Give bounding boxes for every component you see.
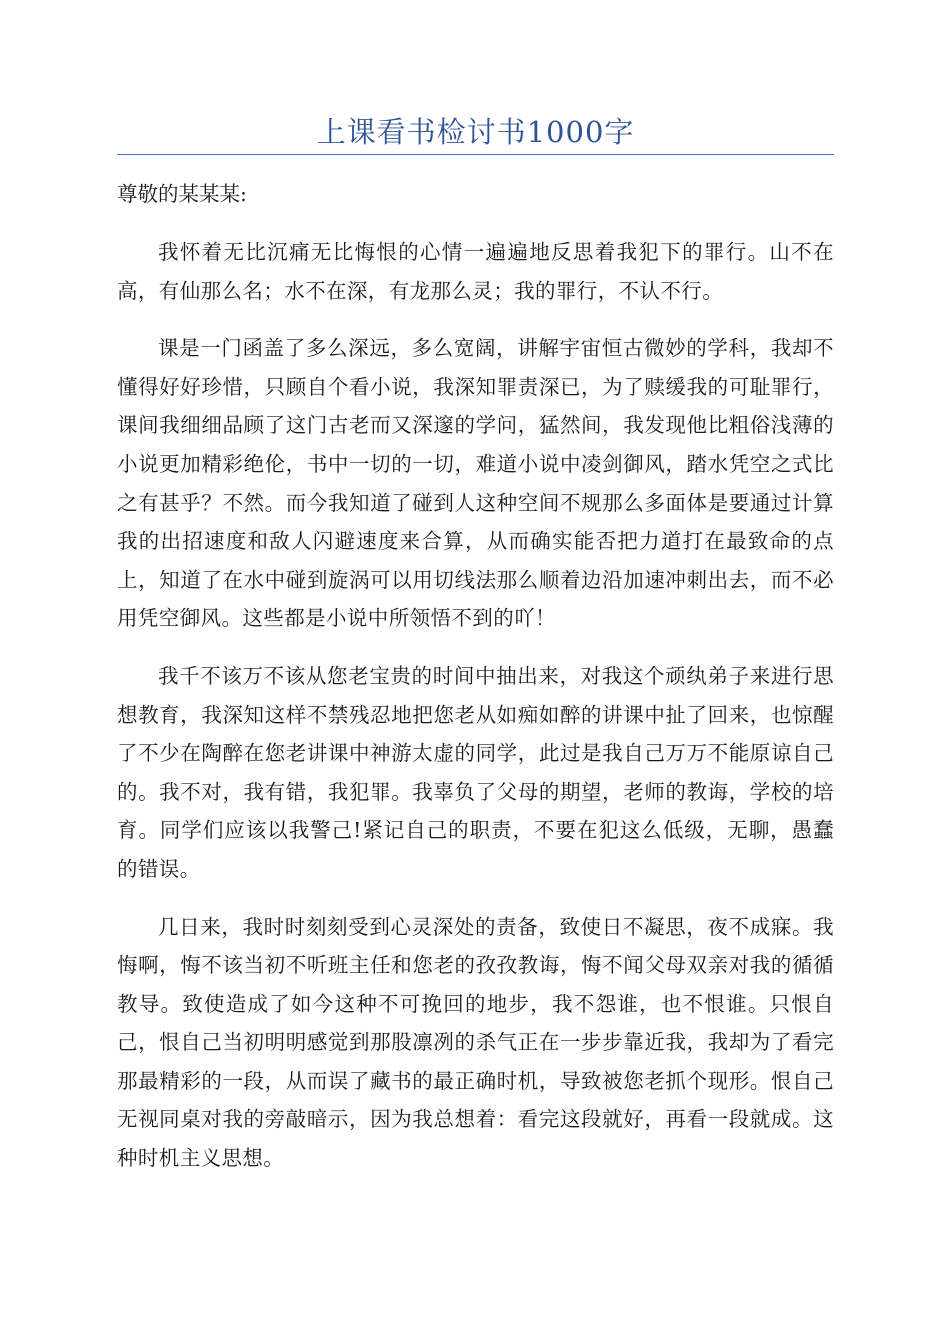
document-title: 上课看书检讨书1000字	[316, 115, 635, 149]
paragraph-1: 我怀着无比沉痛无比悔恨的心情一遍遍地反思着我犯下的罪行。山不在高，有仙那么名；水不在深，有龙那么灵；我的罪行，不认不行。	[117, 240, 834, 303]
title-underline	[117, 154, 834, 155]
document-page	[117, 0, 834, 1344]
document-body	[117, 176, 834, 1197]
salutation: 尊敬的某某某:	[117, 182, 247, 206]
paragraph-4: 几日来，我时时刻刻受到心灵深处的责备，致使日不凝思，夜不成寐。我悔啊，悔不该当初不听班主任和您老的孜孜教诲，悔不闻父母双亲对我的循循教导。致使造成了如今这种不可挽回的地步，我不怨谁，也不恨谁。只恨自己，恨自己当初明明感觉到那股凛冽的杀气正在一步步靠近我，我却为了看完那最精彩的一段，从而误了藏书的最正确时机，导致被您老抓个现形。恨自己无视同桌对我的旁敲暗示，因为我总想着：看完这段就好，再看一段就成。这种时机主义思想。	[117, 914, 834, 1171]
paragraph-3: 我千不该万不该从您老宝贵的时间中抽出来，对我这个顽纨弟子来进行思想教育，我深知这样不禁残忍地把您老从如痴如醉的讲课中扯了回来，也惊醒了不少在陶醉在您老讲课中神游太虚的同学，此过是我自己万万不能原谅自己的。我不对，我有错，我犯罪。我辜负了父母的期望，老师的教诲，学校的培育。同学们应该以我警己!紧记自己的职责，不要在犯这么低级，无聊，愚蠢的错误。	[117, 663, 834, 881]
paragraph-2: 课是一门函盖了多么深远，多么宽阔，讲解宇宙恒古微妙的学科，我却不懂得好好珍惜，只顾自个看小说，我深知罪责深已，为了赎缓我的可耻罪行，课间我细细品顾了这门古老而又深邃的学问，猛然间，我发现他比粗俗浅薄的小说更加精彩绝伦，书中一切的一切，难道小说中凌剑御风，踏水凭空之式比之有甚乎？不然。而今我知道了碰到人这种空间不规那么多面体是要通过计算我的出招速度和敌人闪避速度来合算，从而确实能否把力道打在最致命的点上，知道了在水中碰到旋涡可以用切线法那么顺着边沿加速冲刺出去，而不必用凭空御风。这些都是小说中所领悟不到的吖！	[117, 336, 834, 631]
